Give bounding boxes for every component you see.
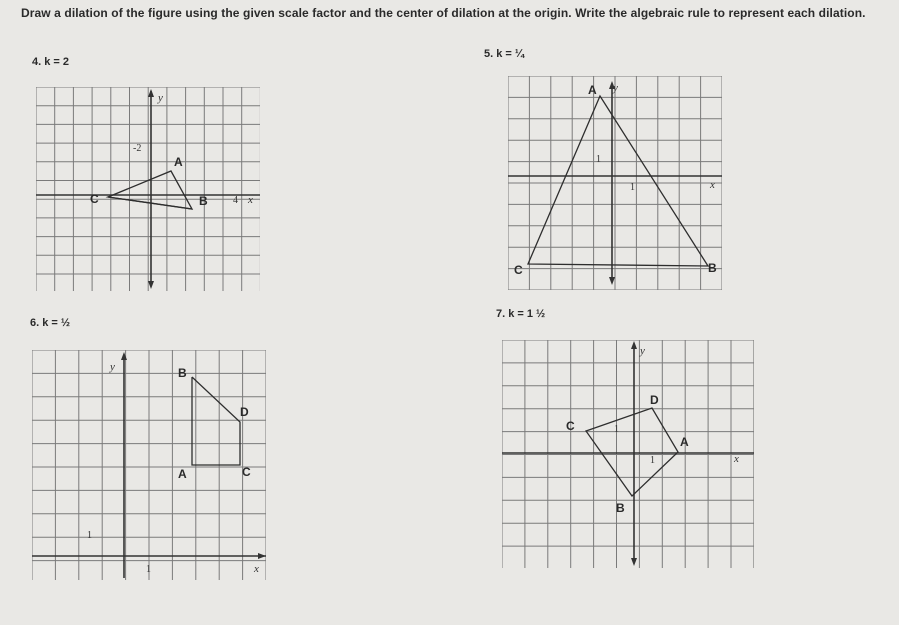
vertex-c-label: C — [90, 192, 99, 206]
problem-4-label: 4. k = 2 — [32, 56, 70, 68]
vertex-b-label: B — [708, 261, 717, 275]
problem-5-label: 5. k = ¼ — [484, 48, 525, 60]
y-axis-arrow — [631, 558, 637, 566]
y-axis-label: y — [613, 82, 618, 94]
y-axis-label: y — [158, 92, 163, 104]
x-axis-label: x — [710, 179, 715, 191]
y-axis-label: y — [640, 345, 645, 357]
vertex-d-label: D — [240, 405, 249, 419]
y-axis-label: y — [110, 361, 115, 373]
x-axis-arrow — [258, 553, 266, 559]
tick-label: 1 — [614, 424, 619, 435]
tick-label: 1 — [630, 182, 635, 193]
vertex-a-label: A — [178, 467, 187, 481]
problem-5-graph — [508, 76, 722, 290]
y-axis-arrow — [631, 341, 637, 349]
vertex-a-label: A — [680, 435, 689, 449]
vertex-a-label: A — [174, 155, 183, 169]
x-axis-label: x — [248, 194, 253, 206]
problem-7-graph — [502, 340, 754, 568]
y-axis-arrow — [609, 277, 615, 285]
y-axis-arrow — [148, 89, 154, 97]
problem-6-graph — [32, 350, 266, 580]
tick-label: 4 — [233, 195, 238, 206]
vertex-b-label: B — [178, 366, 187, 380]
tick-label: 1 — [87, 530, 92, 541]
y-axis-arrow — [148, 281, 154, 289]
tick-label: 1 — [650, 455, 655, 466]
problem-7-label: 7. k = 1 ½ — [496, 308, 546, 320]
tick-label: -2 — [133, 143, 142, 154]
tick-label: 1 — [146, 564, 151, 575]
vertex-c-label: C — [242, 465, 251, 479]
vertex-b-label: B — [616, 501, 625, 515]
problem-4-graph — [36, 87, 260, 291]
problem-6-label: 6. k = ½ — [30, 317, 71, 329]
tick-label: 1 — [596, 154, 601, 165]
x-axis-label: x — [254, 563, 259, 575]
triangle-abc — [528, 96, 708, 266]
vertex-c-label: C — [514, 263, 523, 277]
vertex-a-label: A — [588, 83, 597, 97]
x-axis-label: x — [734, 453, 739, 465]
vertex-c-label: C — [566, 419, 575, 433]
quadrilateral-abcd — [192, 377, 240, 465]
vertex-d-label: D — [650, 393, 659, 407]
quadrilateral-abcd — [586, 408, 678, 496]
vertex-b-label: B — [199, 194, 208, 208]
instructions: Draw a dilation of the figure using the given scale factor and the center of dilation at the origin. Write the algebraic rule to represent each dilation. — [21, 6, 866, 20]
